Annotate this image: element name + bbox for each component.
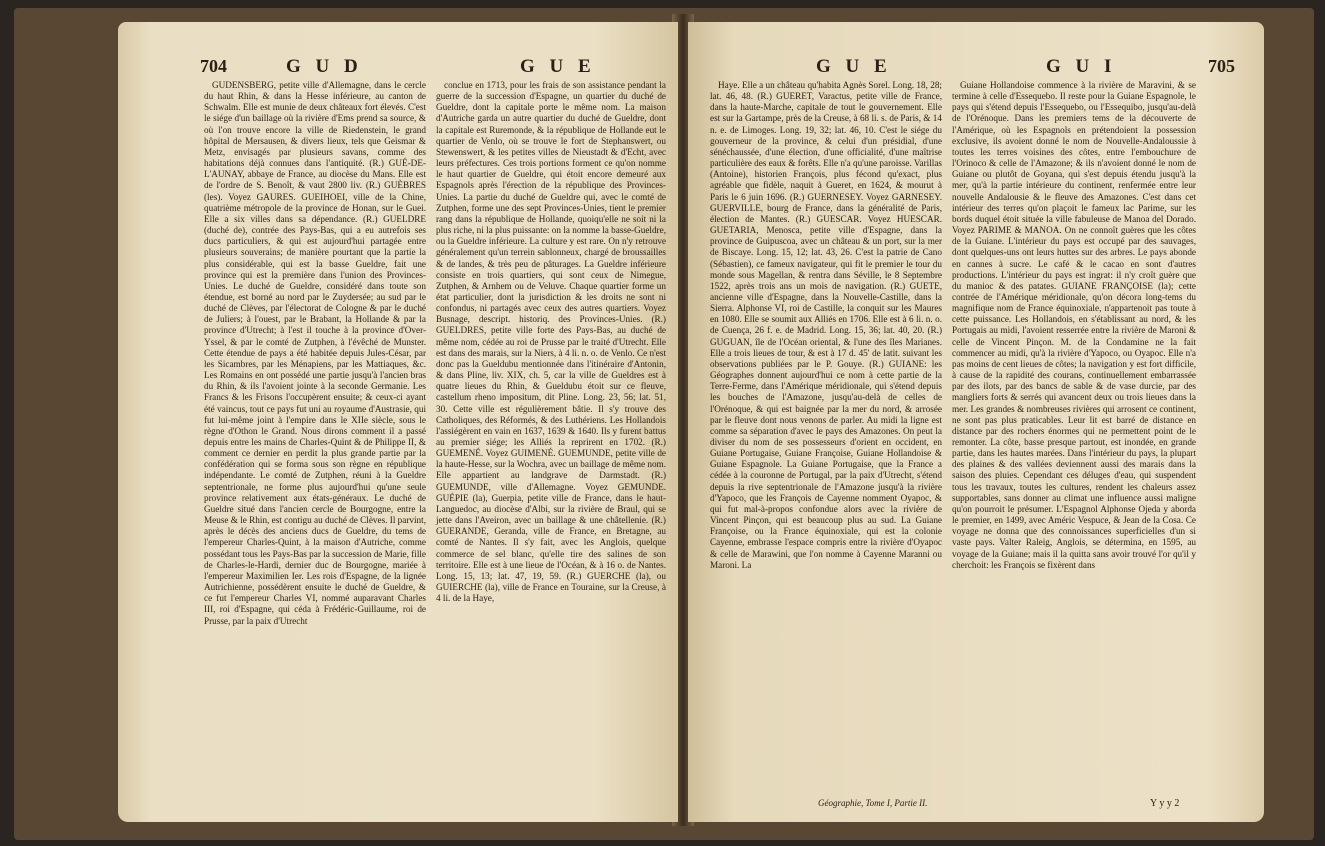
right-page (688, 22, 1264, 822)
signature-mark: Y y y 2 (1150, 798, 1180, 809)
left-page-number: 704 (200, 56, 227, 76)
column-text: conclue en 1713, pour les frais de son assistance pendant la guerre de la succession d'Espagne, un quartier du duché de Gueldre, dont la capitale porte le même nom. La maison d'Autriche garda un autre quartier du duché de Gueldre, dont la capitale est Ruremonde, & la république de Hollande eut le quartier de Venlo, où se trouve le fort de Stephanswert, ou Stewenswert, & les petites villes de Nieustadt & d'Echt, avec leurs préfectures. Ces trois portions forment ce qu'on nomme le haut quartier de Gueldre, qui étoit encore demeuré aux Espagnols après l'érection de la république des Provinces-Unies. La partie du duché de Gueldre qui, avec le comté de Zutphen, forme une des sept Provinces-Unies, tient le premier rang dans la république de Hollande, quoiqu'elle ne soit ni la plus riche, ni la plus puissante: on la nomme la basse-Gueldre, ou la Gueldre inférieure. La culture y est rare. On n'y retrouve généralement qu'un terrein sablonneux, chargé de broussailles & de landes, & très peu de pâturages. La Gueldre inférieure consiste en trois quartiers, qui sont ceux de Nimegue, Zutphen, & Arnhem ou de Veluve. Chaque quartier forme un état particulier, dont la jurisdiction & les droits ne sont ni confondus, ni partagés avec ceux des autres quartiers. Voyez Busnage, descript. historiq. des Provinces-Unies. (R.) GUELDRES, petite ville forte des Pays-Bas, au duché de même nom, cédée au roi de Prusse par le traité d'Utrecht. Elle est dans des marais, sur la Niers, à 4 li. n. o. de Venlo. Ce n'est donc pas la Gueldubu mentionnée dans l'itinéraire d'Antonin, & dans Pline, liv. XIX, ch. 5, car la ville de Gueldres est à quatre lieues du Rhin, & Gueldubu étoit sur ce fleuve, castellum rheno impositum, dit Pline. Long. 23, 56; lat. 51, 30. Cette ville est régulièrement bâtie. Il s'y trouve des Catholiques, des Réformés, & des Luthériens. Les Hollandois l'assiégèrent en vain en 1637, 1639 & 1640. Ils y furent battus au premier siége; les Alliés la reprirent en 1702. (R.) GUEMENÉ. Voyez GUIMENÉ. GUEMUNDE, petite ville de la haute-Hesse, sur la Wochra, avec un baillage de même nom. Elle appartient au landgrave de Darmstadt. (R.) GUEMUNDE, ville d'Allemagne. Voyez GEMUNDE. GUÉPIE (la), Guerpia, petite ville de France, dans le haut-Languedoc, au diocèse d'Albi, sur la rivière de Braul, qui se jette dans l'Aveiron, avec un baillage & une châtellenie. (R.) GUERANDE, Geranda, ville de France, en Bretagne, au comté de Nantes. Il s'y fait, avec les Anglois, quelque commerce de sel blanc, qu'elle tire des salines de son territoire. Elle est à une lieue de l'Océan, & à 16 o. de Nantes. Long. 15, 13; lat. 47, 19, 59. (R.) GUERCHE (la), ou GUIERCHE (la), ville de France en Touraine, sur la Creuse, à 4 li. de la Haye, (436, 80, 666, 604)
column-text: GUDENSBERG, petite ville d'Allemagne, dans le cercle du haut Rhin, & dans la Hesse inférieure, au canton de Schwalm. Elle est munie de deux châteaux fort élevés. C'est le siége d'un baillage où la rivière d'Ems prend sa source, & où l'on trouve encore la ville de Riedenstein, le grand hôpital de Mersausen, & divers lieux, tels que Geismar & Metz, envisagés par plusieurs savans, comme des habitations déjà connues dans l'antiquité. (R.) GUÉ-DE-L'AUNAY, abbaye de France, au diocèse du Mans. Elle est de l'ordre de S. Benoît, & vaut 2800 liv. (R.) GUÈBRES (les). Voyez GAURES. GUEIHOEI, ville de la Chine, quatrième métropole de la province de Honan, sur le Guei. Elle a six villes dans sa dépendance. (R.) GUELDRE (duché de), contrée des Pays-Bas, qui a eu autrefois ses ducs particuliers, & qui est aujourd'hui partagée entre plusieurs souverains; de manière pourtant que la partie la plus considérable, qui est la basse Gueldre, fait une province qui est la première dans l'union des Provinces-Unies. Le duché de Gueldre, considéré dans toute son étendue, est borné au nord par le Zuydersée; au sud par le duché de Clèves, par l'électorat de Cologne & par le duché de Juliers; à l'ouest, par le Brabant, la Hollande & par la province d'Utrecht; à l'est il touche à la province d'Over-Yssel, & par le comté de Zutphen, à l'évêché de Munster. Cette étendue de pays a été habitée depuis Jules-César, par les Sicambres, par les Ménapiens, par les Mattiaques, &c. Les Romains en ont possédé une partie jusqu'à l'ancien bras du Rhin, & ils l'avoient jointe à la seconde Germanie. Les Francs & les Frisons l'occupèrent ensuite; & ceux-ci ayant été vaincus, tout ce pays fut uni au royaume d'Austrasie, qui fut lui-même joint à l'empire dans le XIIe siècle, sous le règne d'Othon le Grand. Nous dirons comment il a passé depuis entre les mains de Charles-Quint & de Philippe II, & comment ce dernier en perdit la plus grande partie par la confédération qui se forma sous son règne en république indépendante. Le comté de Zutphen, réuni à la Gueldre septentrionale, ne forme plus aujourd'hui qu'une seule province relativement aux états-généraux. Le duché de Gueldre situé dans l'ancien cercle de Bourgogne, entre la Meuse & le Rhin, est contigu au duché de Clèves. Il parvint, après le décès des anciens ducs de Gueldre, du tems de l'empereur Charles-Quint, à la maison d'Autriche, comme possédant tous les Pays-Bas par la succession de Marie, fille de Charles-le-Hardi, dernier duc de Bourgogne, mariée à l'empereur Maximilien Ier. Les rois d'Espagne, de la lignée Autrichienne, possédèrent ensuite le duché de Gueldre, & ce fut l'empereur Charles VI, nommé auparavant Charles III, roi d'Espagne, qui céda à Frédéric-Guillaume, roi de Prusse, par la paix d'Utrecht (204, 80, 426, 626)
column-text: Guiane Hollandoise commence à la rivière de Maravini, & se termine à celle d'Essequebo. Il reste pour la Guiane Espagnole, le pays qui s'étend depuis l'Essequebo, ou l'Essequibo, jusqu'au-delà de l'Orénoque. Dans les premiers tems de la découverte de l'Amérique, où les Espagnols en prétendoient la possession exclusive, ils avoient donné le nom de Nouvelle-Andaloussie à toutes les terres voisines des côtes, entre l'embouchure de l'Orinoco & celle de l'Amazone; & ils n'avoient donné le nom de Guiane ou plutôt de Goyana, qui s'est depuis étendu jusqu'à la mer, qu'à la partie intérieure du continent, renfermée entre leur nouvelle Andalousie & le fleuve des Amazones. C'est dans cet intérieur des terres qu'on plaçoit le fameux lac Parime, sur les bords duquel étoit située la ville fabuleuse de Manoa del Dorado. Voyez PARIME & MANOA. On ne connoît guères que les côtes de la Guiane. L'intérieur du pays est occupé par des sauvages, dont quelques-uns ont leurs huttes sur des arbres. Le pays abonde en cannes à sucre. Le café & le cacao en sont d'autres productions. L'intérieur du pays est ingrat: il n'y croît guère que du manioc & des patates. GUIANE FRANÇOISE (la); cette contrée de l'Amérique méridionale, qu'on décora long-tems du magnifique nom de France équinoxiale, n'appartenoit pas toute à cette puissance. Les Hollandois, en s'établissant au nord, & les Portugais au midi, l'avoient resserrée entre la rivière de Maroni & celle de Vincent Pinçon. M. de la Condamine ne la fait commencer au midi, qu'à la rivière d'Yapoco, ou Oyapoc. Elle n'a pas moins de cent lieues de côtes; la navigation y est fort difficile, à cause de la rapidité des courans, continuellement embarrassée par des ilots, par des bancs de sable & de vase durcie, par des mangliers forts & serrés qui avancent deux ou trois lieues dans la mer. Les grandes & nombreuses rivières qui arrosent ce continent, ne sont pas plus praticables. Leur lit est barré de distance en distance par des rochers énormes qui ne permettent point de le remonter. La côte, basse presque partout, est inondée, en grande partie, dans les hautes marées. Dans l'intérieur du pays, la plupart des plaines & des vallées deviennent aussi des marais dans la saison des pluies. Cependant ces déluges d'eau, qui suspendent tous les travaux, toutes les cultures, rendent les chaleurs assez supportables, sans donner au climat une influence aussi maligne qu'on pourroit le présumer. L'Espagnol Alphonse Ojeda y aborda le premier, en 1499, avec Améric Vespuce, & Jean de la Cosa. Ce voyage ne donna que des connoissances superficielles d'un si vaste pays. Valter Raleig, Anglois, se détermina, en 1595, au voyage de la Guiane; mais il la quitta sans avoir trouvé l'or qu'il y cherchoit: les François se fixèrent dans (952, 80, 1196, 570)
right-page-number: 705 (1208, 56, 1235, 76)
left-running-head-2: G U E (520, 56, 596, 77)
right-column-2 (952, 80, 1196, 571)
right-running-head-2: G U I (1046, 56, 1117, 77)
right-running-head-1: G U E (816, 56, 892, 77)
page-footer: Géographie, Tome I, Partie II. (818, 798, 928, 808)
right-column-1 (710, 80, 942, 571)
left-running-head-1: G U D (286, 56, 363, 77)
left-page (118, 22, 678, 822)
column-text: Haye. Elle a un château qu'habita Agnès Sorel. Long. 18, 28; lat. 46, 48. (R.) GUERET, Varactus, petite ville de France, dans la haute-Marche, capitale de tout le gouvernement. Elle est sur la Gartampe, près de la Creuse, à 68 li. s. de Paris, & 14 n. e. de Limoges. Long. 19, 32; lat. 46, 10. C'est le siége du gouverneur de la province, & celui d'un présidial, d'une sénéchaussée, d'une élection, d'une officialité, d'une maîtrise particulière des eaux & forêts. Elle n'a qu'une paroisse. Varillas (Antoine), historien François, plus fécond qu'exact, plus agréable que fidèle, naquit à Gueret, en 1624, & mourut à Paris le 6 juin 1696. (R.) GUERNESEY. Voyez GARNESEY. GUERVILLE, bourg de France, dans la généralité de Paris, élection de Mantes. (R.) GUESCAR. Voyez HUESCAR. GUETARIA, Menosca, petite ville d'Espagne, dans la province de Guipuscoa, avec un château & un port, sur la mer de Biscaye. Long. 15, 12; lat. 43, 26. C'est la patrie de Cano (Sébastien), ce fameux navigateur, qui fit le premier le tour du monde sous Magellan, & rentra dans Séville, le 8 Septembre 1522, après trois ans un mois de navigation. (R.) GUETE, ancienne ville d'Espagne, dans la Nouvelle-Castille, dans la Sierra. Alphonse VI, roi de Castille, la conquit sur les Maures en 1080. Elle se soumit aux Alliés en 1706. Elle est à 6 li. n. o. de Cuença, 26 f. e. de Madrid. Long. 15, 36; lat. 40, 20. (R.) GUGUAN, île de l'Océan oriental, & l'une des îles Marianes. Elle a trois lieues de tour, & est à 17 d. 45' de latit. suivant les observations publiées par le P. Gouye. (R.) GUIANE: les Géographes donnent aujourd'hui ce nom à cette partie de la Terre-Ferme, dans l'Amérique méridionale, qui s'étend depuis les bouches de l'Amazone, jusqu'au-delà de celles de l'Orénoque, & qui est baignée par la mer du nord, & arrosée par le fleuve dont nous venons de parler. Au midi la ligne est comme sa séparation d'avec le pays des Amazones. On peut la diviser du nom de ses possesseurs d'orient en occident, en Guiane Portugaise, Guiane Françoise, Guiane Hollandoise & Guiane Espagnole. La Guiane Portugaise, que la France a cédée à la couronne de Portugal, par la paix d'Utrecht, s'étend depuis la rive septentrionale de l'Amazone jusqu'à la rivière d'Yapoco, que les François de Cayenne nomment Oyapoc, & qui fut mal-à-propos confondue alors avec la rivière de Vincent Pinçon, qui est beaucoup plus au sud. La Guiane Françoise, ou la France équinoxiale, qui est la colonie Cayenne, embrasse l'espace compris entre la rivière d'Oyapoc & celle de Marawini, que l'on nomme à Cayenne Maranni ou Maroni. La (710, 80, 942, 570)
left-column-1 (204, 80, 426, 627)
left-column-2 (436, 80, 666, 604)
